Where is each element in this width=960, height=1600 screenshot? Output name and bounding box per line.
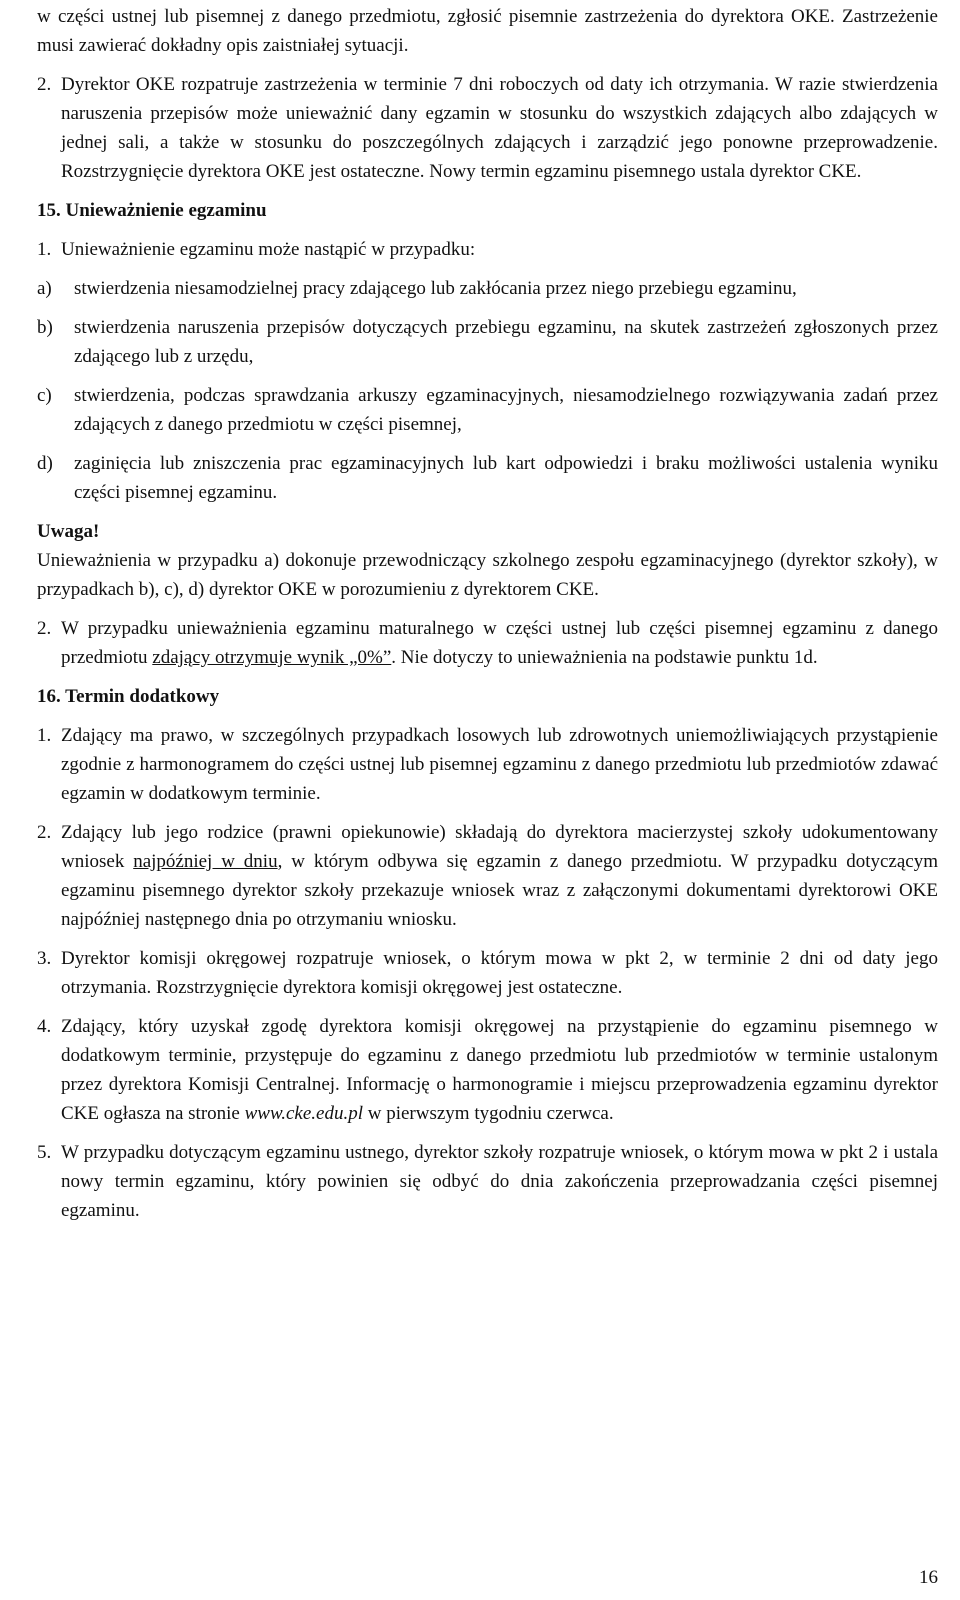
- item-text-part: w pierwszym tygodniu czerwca.: [363, 1103, 614, 1124]
- item-text: stwierdzenia niesamodzielnej pracy zdającego lub zakłócania przez niego przebiegu egzaminu,: [74, 278, 797, 299]
- item-number: 2.: [37, 822, 52, 843]
- item-text: W przypadku dotyczącym egzaminu ustnego, dyrektor szkoły rozpatruje wniosek, o którym mowa w pkt 2 i ustala nowy termin egzaminu, który powinien się odbyć do dnia zakończenia przeprowadzania części pisemnej egzaminu.: [61, 1142, 938, 1221]
- underlined-text: najpóźniej w dniu: [133, 851, 278, 872]
- list-item: [37, 818, 938, 934]
- item-text: Dyrektor komisji okręgowej rozpatruje wniosek, o którym mowa w pkt 2, w terminie 2 dni od daty jego otrzymania. Rozstrzygnięcie dyrektora komisji okręgowej jest ostateczne.: [61, 948, 938, 998]
- item-label: a): [37, 278, 52, 299]
- item-text-part: W przypadku unieważnienia egzaminu maturalnego w części ustnej lub części pisemnej egzaminu z danego przedmiotu: [61, 618, 938, 668]
- sub-list-item: [37, 449, 938, 507]
- item-text: [61, 818, 938, 934]
- list-item: [37, 944, 938, 1002]
- website-link[interactable]: www.cke.edu.pl: [244, 1103, 363, 1124]
- item-number: 2.: [37, 74, 52, 95]
- list-item: [37, 614, 938, 672]
- item-text: [61, 614, 938, 672]
- item-text: stwierdzenia naruszenia przepisów dotyczących przebiegu egzaminu, na skutek zastrzeżeń zgłoszonych przez zdającego lub z urzędu,: [74, 317, 938, 367]
- item-text: zaginięcia lub zniszczenia prac egzaminacyjnych lub kart odpowiedzi i braku możliwości ustalenia wyniku części pisemnej egzaminu.: [74, 453, 938, 503]
- item-text-part: . Nie dotyczy to unieważnienia na podstawie punktu 1d.: [391, 647, 818, 668]
- item-label: c): [37, 385, 52, 406]
- list-item: [37, 721, 938, 808]
- item-text-part: Zdający lub jego rodzice (prawni opiekunowie) składają do dyrektora macierzystej szkoły udokumentowany wniosek: [61, 822, 938, 872]
- list-item: [37, 1012, 938, 1128]
- item-number: 2.: [37, 618, 52, 639]
- list-item: [37, 235, 938, 264]
- item-number: 1.: [37, 239, 52, 260]
- section-heading: 15. Unieważnienie egzaminu: [37, 200, 267, 221]
- item-text-part: , w którym odbywa się egzamin z danego przedmiotu. W przypadku dotyczącym egzaminu pisemnego dyrektor szkoły przekazuje wniosek wraz z załączonymi dokumentami dyrektorowi OKE najpóźniej następnego dnia po otrzymaniu wniosku.: [61, 851, 938, 930]
- item-label: b): [37, 317, 53, 338]
- section-heading: 16. Termin dodatkowy: [37, 686, 220, 707]
- item-number: 5.: [37, 1142, 52, 1163]
- item-number: 4.: [37, 1016, 52, 1037]
- underlined-text: zdający otrzymuje wynik „0%”: [152, 647, 392, 668]
- list-item: [37, 70, 938, 186]
- item-text-part: Zdający, który uzyskał zgodę dyrektora komisji okręgowej na przystąpienie do egzaminu pisemnego w dodatkowym terminie, przystępuje do egzaminu z danego przedmiotu lub przedmiotów w terminie ustalonym przez dyrektora Komisji Centralnej. Informację o harmonogramie i miejscu przeprowadzenia egzaminu dyrektor CKE ogłasza na stronie: [61, 1016, 938, 1124]
- sub-list-item: [37, 381, 938, 439]
- item-text: Zdający ma prawo, w szczególnych przypadkach losowych lub zdrowotnych uniemożliwiających przystąpienie zgodnie z harmonogramem do części ustnej lub pisemnej egzaminu z danego przedmiotu lub przedmiotów zdawać egzamin w dodatkowym terminie.: [61, 725, 938, 804]
- sub-list-item: [37, 313, 938, 371]
- list-item: [37, 1138, 938, 1225]
- item-text: [61, 1012, 938, 1128]
- page-number: 16: [919, 1567, 938, 1588]
- item-text: Unieważnienie egzaminu może nastąpić w przypadku:: [61, 239, 476, 260]
- item-text: Dyrektor OKE rozpatruje zastrzeżenia w terminie 7 dni roboczych od daty ich otrzymania. W razie stwierdzenia naruszenia przepisów może unieważnić dany egzamin w stosunku do wszystkich zdających albo zdających w jednej sali, a także w stosunku do poszczególnych zdających i zarządzić jego ponowne przeprowadzenie. Rozstrzygnięcie dyrektora OKE jest ostateczne. Nowy termin egzaminu pisemnego ustala dyrektor CKE.: [61, 74, 938, 182]
- item-text: stwierdzenia, podczas sprawdzania arkuszy egzaminacyjnych, niesamodzielnego rozwiązywania zadań przez zdających z danego przedmiotu w części pisemnej,: [74, 385, 938, 435]
- item-number: 1.: [37, 725, 52, 746]
- note-title: Uwaga!: [37, 521, 100, 542]
- item-label: d): [37, 453, 53, 474]
- item-number: 3.: [37, 948, 52, 969]
- continuation-paragraph: w części ustnej lub pisemnej z danego przedmiotu, zgłosić pisemnie zastrzeżenia do dyrektora OKE. Zastrzeżenie musi zawierać dokładny opis zaistniałej sytuacji.: [37, 6, 938, 56]
- sub-list-item: [37, 274, 938, 303]
- note-text: Unieważnienia w przypadku a) dokonuje przewodniczący szkolnego zespołu egzaminacyjnego (dyrektor szkoły), w przypadkach b), c), d) dyrektor OKE w porozumieniu z dyrektorem CKE.: [37, 550, 938, 600]
